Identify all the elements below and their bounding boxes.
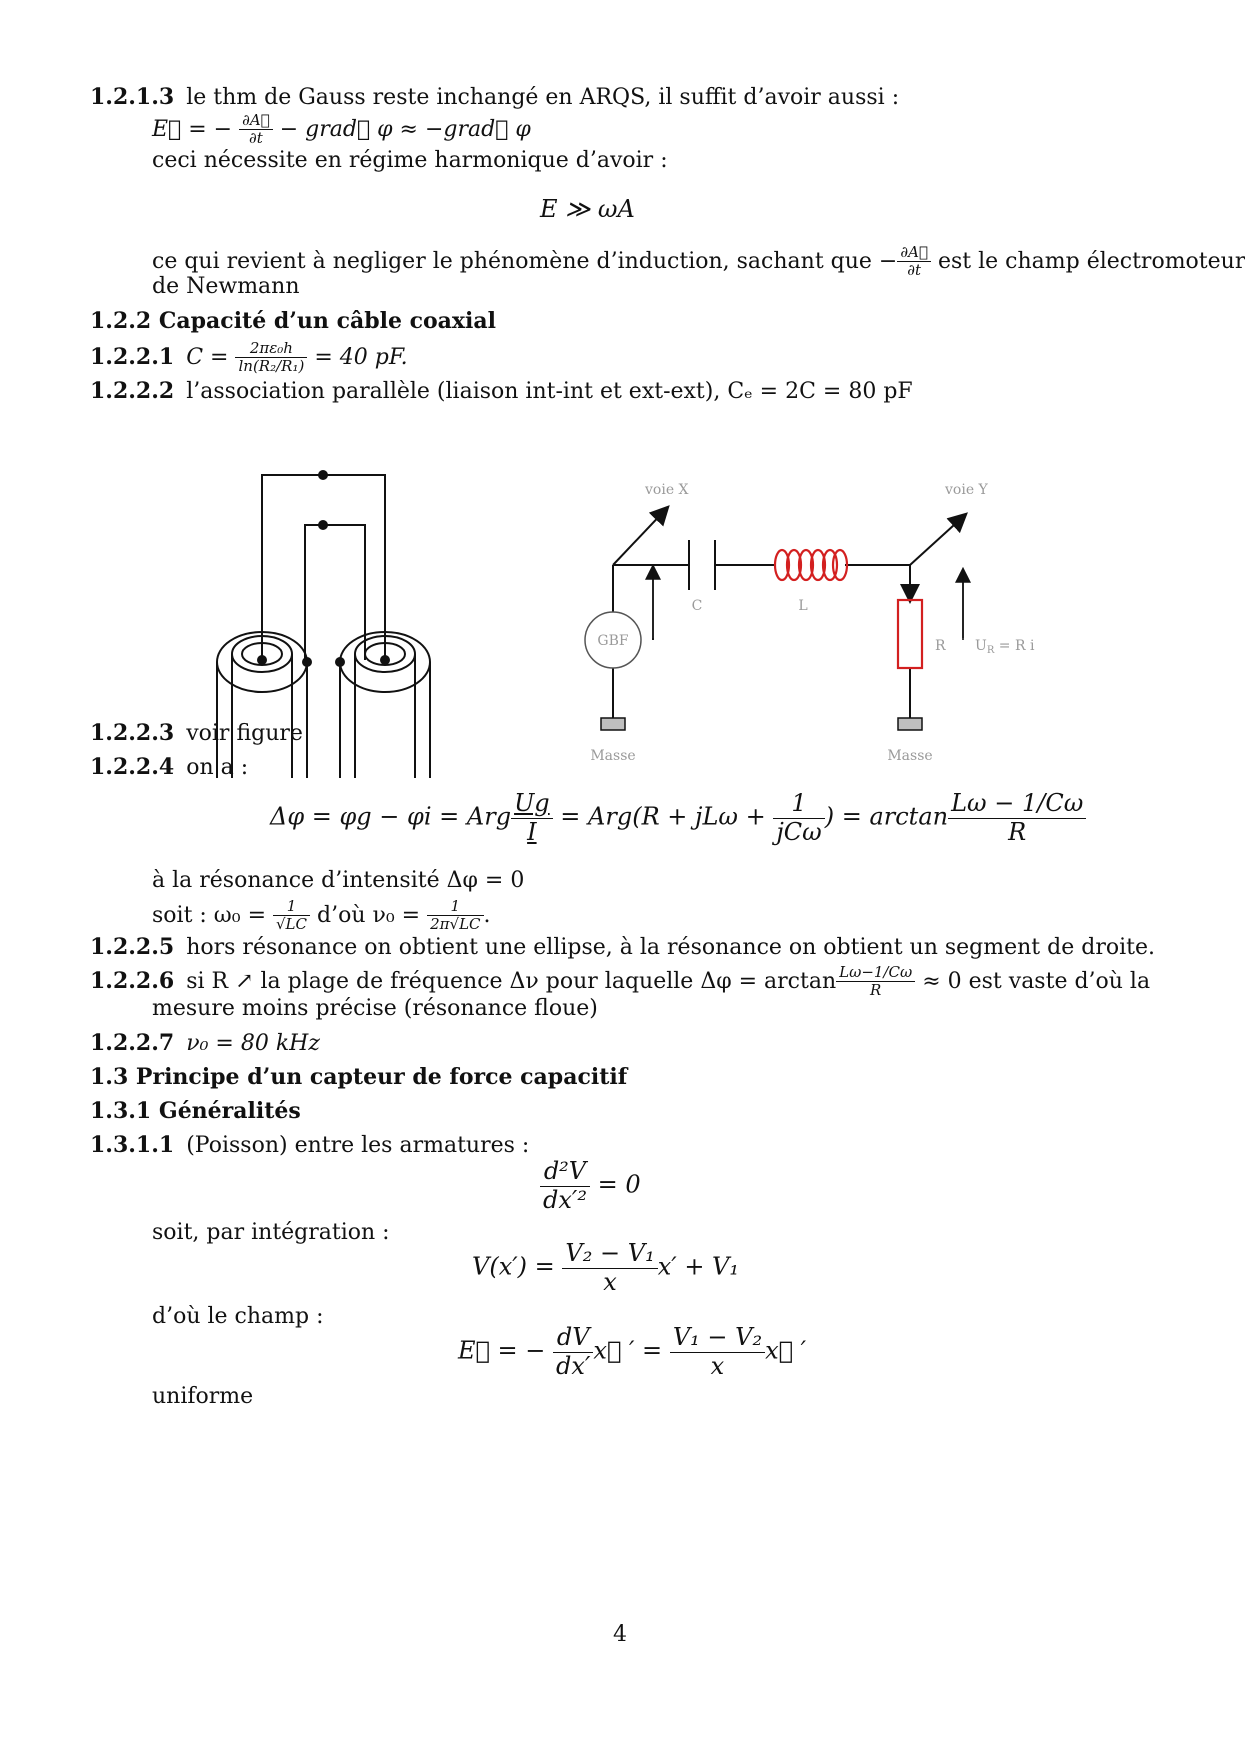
resistor-label: R [935,638,946,654]
frac-den: I [511,818,553,847]
eq-rhs: x⃗ ′ [765,1336,807,1365]
equation-potential [472,1240,739,1296]
paragraph-1-2-2-5 [90,932,1155,963]
eq-part: = Arg(R + jLω + [560,802,766,831]
eq-lhs: V(x′) = [472,1252,555,1281]
voie-x-label: voie X [645,482,689,498]
frac-den: R [836,981,915,999]
section-number: 1.2.2.5 [90,934,175,960]
paragraph-text: ν₀ = 80 kHz [186,1031,320,1056]
section-number: 1.2.2.1 [90,343,175,370]
resistor-symbol [898,600,922,668]
paragraph-uniforme: uniforme [152,1384,254,1409]
paragraph-text-2: ceci nécessite en régime harmonique d’avoir : [152,148,668,173]
paragraph-text: (Poisson) entre les armatures : [186,1133,530,1158]
eq-fraction [540,1158,590,1214]
paragraph-field: d’où le champ : [152,1304,324,1329]
section-number: 1.3.1.1 [90,1132,175,1158]
eq-lhs: C = [186,344,229,370]
frac-den: jCω [773,818,824,847]
equation-poisson [540,1158,641,1214]
soit-omega-line [152,898,1212,934]
section-title-1-2-2: 1.2.2 Capacité d’un câble coaxial [90,308,497,334]
eq-fraction [553,1324,593,1380]
text-part: si R ↗ la plage de fréquence Δν pour laquelle Δφ = arctan [186,968,837,994]
eq-part: ) = arctan [824,802,949,831]
eq-fraction [562,1240,657,1296]
frac-num: Lω − 1/Cω [951,789,1084,817]
frac-den: x [562,1268,657,1297]
frac-num: dV [556,1323,590,1351]
frac-den: √LC [273,915,310,933]
paragraph-1-2-2-1 [90,340,1150,376]
equation-field [458,1324,806,1380]
eq-fraction [273,898,310,934]
frac-num: V₁ − V₂ [672,1323,763,1351]
equation-e-field [152,112,1212,148]
frac-num: 2πε₀h [249,339,293,357]
text-part: soit : ω₀ = [152,902,266,928]
paragraph-1-2-2-3 [90,718,1150,749]
paragraph-1-3-1-1 [90,1130,1150,1161]
paragraph-text: l’association parallèle (liaison int-int et ext-ext), Cₑ = 2C = 80 pF [186,379,913,404]
paragraph-text: hors résonance on obtient une ellipse, à la résonance on obtient un segment de droite. [186,935,1155,960]
paragraph-text-4: de Newmann [152,274,300,299]
frac-den: dx′² [540,1186,590,1215]
eq-lhs: E⃗ = − [152,116,233,142]
frac-num: Lω−1/Cω [839,963,913,981]
frac-num: 1 [791,789,807,817]
section-number: 1.2.2.4 [90,754,175,780]
paragraph-text: voir figure [186,721,303,746]
frac-den: ∂t [897,261,931,279]
eq-lhs: E⃗ = − [458,1336,546,1365]
frac-den: R [948,818,1086,847]
paragraph-1-2-2-2 [90,376,1150,407]
text-part: . [483,902,491,928]
voie-y-label: voie Y [945,482,988,498]
frac-num: ∂A⃗ [242,111,270,129]
paragraph-text: le thm de Gauss reste inchangé en ARQS, il suffit d’avoir aussi : [186,85,900,110]
paragraph-integration: soit, par intégration : [152,1220,390,1245]
text-part: d’où ν₀ = [317,902,421,928]
eq-rhs: = 0 [597,1170,641,1199]
eq-part: Δφ = φg − φi = Arg [270,802,512,831]
paragraph-1-2-2-7 [90,1028,1150,1059]
eq-fraction [239,112,273,148]
paragraph-text: on a : [186,755,249,780]
eq-fraction [670,1324,765,1380]
page-number: 4 [613,1622,627,1647]
eq-fraction [511,790,553,846]
frac-den: dx′ [553,1352,593,1381]
eq-rhs: − grad⃗ φ ≈ −grad⃗ φ [279,116,531,142]
frac-den: ln(R₂/R₁) [235,357,307,375]
frac-den: 2π√LC [427,915,483,933]
text-part: ≈ 0 est vaste d’où la [922,968,1151,994]
frac-num: Ug [514,789,550,817]
equation-e-omega-a: E ≫ ωA [540,195,635,223]
masse-right-label: Masse [887,748,933,764]
resonance-text: à la résonance d’intensité Δφ = 0 [152,868,525,893]
eq-fraction [773,790,824,846]
section-number: 1.2.2.6 [90,967,175,994]
ur-label: $U_R = R$ i [975,638,1035,656]
capacitor-label: C [691,598,703,614]
eq-fraction [235,340,307,376]
frac-num: V₂ − V₁ [565,1239,655,1267]
eq-fraction [427,898,483,934]
frac-den: ∂t [239,129,273,147]
frac-num: ∂A⃗ [900,243,928,261]
eq-rhs: = 40 pF. [314,344,408,370]
text-part: est le champ électromoteur [937,248,1245,274]
gbf-label: GBF [597,633,629,649]
frac-num: 1 [450,897,461,915]
section-number: 1.2.2.7 [90,1030,175,1056]
inductor-label: L [798,598,808,614]
paragraph-1-2-2-4 [90,752,1150,783]
paragraph-1-2-2-6-cont: mesure moins précise (résonance floue) [152,996,598,1021]
section-number: 1.2.2.3 [90,720,175,746]
masse-left-label: Masse [590,748,636,764]
eq-rhs: x′ + V₁ [657,1252,740,1281]
eq-fraction [948,790,1086,846]
eq-part: x⃗ ′ = [593,1336,663,1365]
section-title-1-3-1: 1.3.1 Généralités [90,1098,301,1124]
paragraph-1-2-1-3 [90,82,1150,113]
section-number: 1.2.1.3 [90,84,175,110]
text-part: ce qui revient à negliger le phénomène d’induction, sachant que − [152,248,898,274]
equation-delta-phi [270,790,1086,846]
frac-num: 1 [286,897,297,915]
section-number: 1.2.2.2 [90,378,175,404]
frac-den: x [670,1352,765,1381]
frac-num: d²V [543,1157,587,1185]
section-title-1-3: 1.3 Principe d’un capteur de force capacitif [90,1064,628,1090]
